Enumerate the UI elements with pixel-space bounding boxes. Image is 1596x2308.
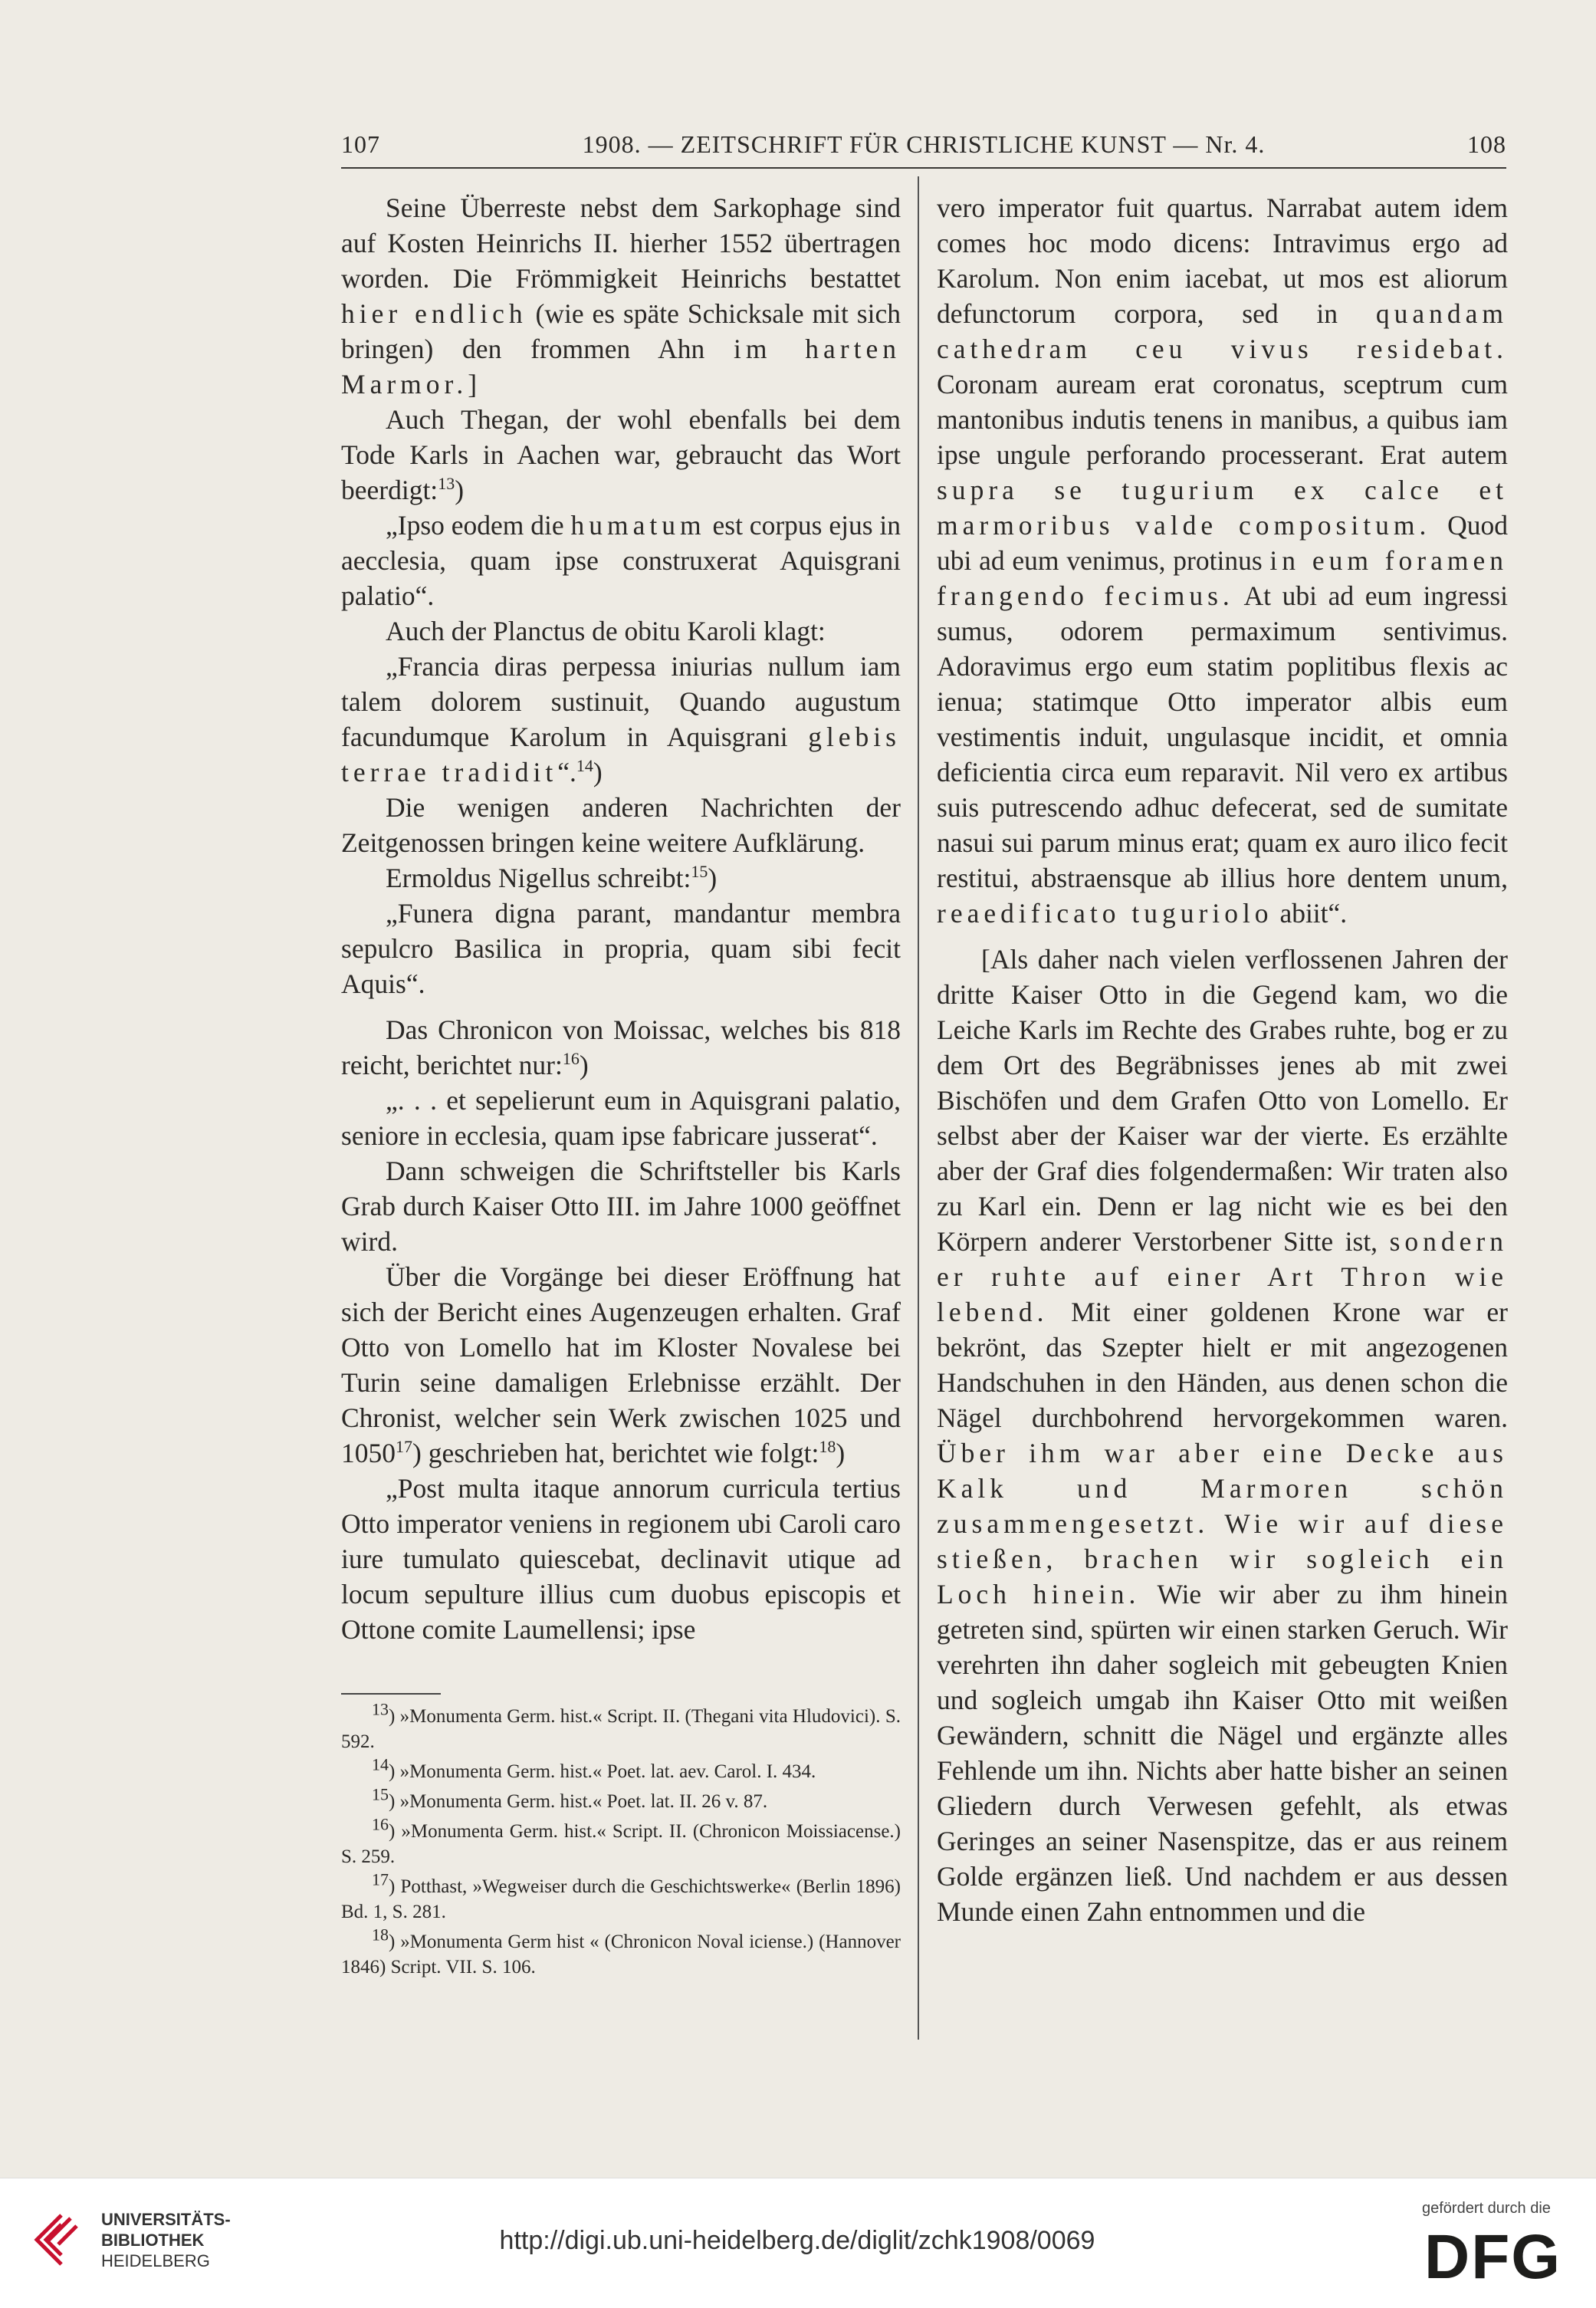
header-rule: [341, 167, 1506, 169]
quotation: „Post multa itaque annorum curricula tertius Otto imperator veniens in regionem ubi Caroli caro iure tumulato quiescebat, declinavit utique ad locum sepulture illius cum duobus episcopis et Ottone comite Laumellensi; ipse: [341, 1473, 901, 1645]
running-header: [341, 130, 1506, 166]
footnote: $^{14}$) »Monumenta Germ. hist.« Poet. lat. aev. Carol. I. 434.: [372, 1754, 816, 1782]
footnote-ref[interactable]: 18: [819, 1437, 836, 1457]
page-number-left: 107: [341, 130, 380, 158]
paragraph: Seine Überreste nebst dem Sarkophage sind auf Kosten Heinrichs II. hierher 1552 übertragen worden. Die Frömmigkeit Heinrichs bestattet hier endlich (wie es späte Schicksale mit sich bringen) den frommen Ahn im harten Marmor.]: [341, 192, 901, 399]
footnotes: [341, 1699, 901, 1984]
footnote: $^{13}$) »Monumenta Germ. hist.« Script. II. (Thegani vita Hludovici). S. 592.: [341, 1699, 901, 1752]
footnote-ref[interactable]: 15: [691, 862, 708, 882]
footnote: $^{17}$) Potthast, »Wegweiser durch die Geschichtswerke« (Berlin 1896) Bd. 1, S. 281.: [341, 1869, 901, 1922]
footnote: $^{18}$) »Monumenta Germ hist « (Chronicon Noval iciense.) (Hannover 1846) Script. VII. S. 106.: [341, 1925, 901, 1978]
paragraph: Über die Vorgänge bei dieser Eröffnung hat sich der Bericht eines Augenzeugen erhalten. Graf Otto von Lomello hat im Kloster Novalese bei Turin seine damaligen Erlebnisse erzählt. Der Chronist, welcher sein Werk zwischen 1025 und 1050$^{17}$) geschrieben hat, berichtet wie folgt:$^{18}$): [341, 1261, 901, 1468]
quotation: „. . . et sepelierunt eum in Aquisgrani palatio, seniore in ecclesia, quam ipse fabricare jusserat“.: [341, 1085, 901, 1151]
footnote-rule: [341, 1693, 441, 1695]
quotation: „Ipso eodem die humatum est corpus ejus in aecclesia, quam ipse construxerat Aquisgrani palatio“.: [341, 510, 901, 611]
quotation: „Francia diras perpessa iniurias nullum iam talem dolorem sustinuit, Quando augustum facundumque Karolum in Aquisgrani glebis terrae tradidit“.$^{14}$): [341, 651, 901, 787]
footnote-ref[interactable]: 17: [396, 1437, 412, 1457]
column-divider: [918, 176, 919, 2040]
dfg-logo[interactable]: DFG: [1424, 2222, 1562, 2292]
funded-by-label: gefördert durch die: [1422, 2200, 1551, 2217]
right-column: [937, 190, 1508, 1929]
paragraph: Die wenigen anderen Nachrichten der Zeitgenossen bringen keine weitere Aufklärung.: [341, 792, 901, 858]
source-url-link[interactable]: http://digi.ub.uni-heidelberg.de/diglit/zchk1908/0069: [499, 2226, 1095, 2255]
viewer-footer: [0, 2178, 1596, 2308]
journal-title: 1908. — ZEITSCHRIFT FÜR CHRISTLICHE KUNST — Nr. 4.: [582, 130, 1266, 158]
footnote: $^{16}$) »Monumenta Germ. hist.« Script. II. (Chronicon Moissiacense.) S. 259.: [341, 1814, 901, 1867]
library-logo-icon[interactable]: [31, 2211, 92, 2272]
paragraph: Auch Thegan, der wohl ebenfalls bei dem Tode Karls in Aachen war, gebraucht das Wort beerdigt:$^{13}$): [341, 404, 901, 505]
paragraph: Dann schweigen die Schriftsteller bis Karls Grab durch Kaiser Otto III. im Jahre 1000 geöffnet wird.: [341, 1156, 901, 1257]
translation-paragraph: [Als daher nach vielen verflossenen Jahren der dritte Kaiser Otto in die Gegend kam, wo die Leiche Karls im Rechte des Grabes ruhte, bog er zu dem Ort des Begräbnisses jenes ab mit zwei Bischöfen und dem Grafen Otto von Lomello. Er selbst aber der Kaiser war der vierte. Es erzählte aber der Graf dies folgendermaßen: Wir traten also zu Karl ein. Denn er lag nicht wie es bei den Körpern anderer Verstorbener Sitte ist, sondern er ruhte auf einer Art Thron wie lebend. Mit einer goldenen Krone war er bekrönt, das Szepter hielt er mit angezogenen Handschuhen in den Händen, aus denen schon die Nägel durchbohrend hervorgekommen waren. Über ihm war aber eine Decke aus Kalk und Marmoren schön zusammengesetzt. Wie wir auf diese stießen, brachen wir sogleich ein Loch hinein. Wie wir aber zu ihm hinein getreten sind, spürten wir einen starken Geruch. Wir verehrten ihn daher sogleich mit gebeugten Knien und sogleich umgab ihn Kaiser Otto mit weißen Gewändern, schnitt die Nägel und ergänzte alles Fehlende um ihn. Nichts aber hatte bisher an seinen Gliedern durch Verwesen gefehlt, als etwas Geringes an seiner Nasenspitze, das er aus reinem Golde ergänzen ließ. Und nachdem er aus dessen Munde einen Zahn entnommen und die: [937, 944, 1508, 1927]
paragraph: Ermoldus Nigellus schreibt:$^{15}$): [386, 862, 718, 893]
footnote-ref[interactable]: 16: [562, 1049, 580, 1069]
footnote-ref[interactable]: 13: [438, 474, 455, 494]
library-name[interactable]: UNIVERSITÄTS- BIBLIOTHEK HEIDELBERG: [101, 2210, 231, 2270]
footnote-ref[interactable]: 14: [576, 756, 593, 776]
footnote: $^{15}$) »Monumenta Germ. hist.« Poet. lat. II. 26 v. 87.: [372, 1784, 768, 1812]
left-column: [341, 190, 901, 1647]
quotation-continued: vero imperator fuit quartus. Narrabat autem idem comes hoc modo dicens: Intravimus ergo ad Karolum. Non enim iacebat, ut mos est aliorum defunctorum corpora, sed in quandam cathedram ceu vivus residebat. Coronam auream erat coronatus, sceptrum cum mantonibus indutis tenens in manibus, a quibus iam ipse ungule perforando processerant. Erat autem supra se tugurium ex calce et marmoribus valde compositum. Quod ubi ad eum venimus, protinus in eum foramen frangendo fecimus. At ubi ad eum ingressi sumus, odorem permaximum sentivimus. Adoravimus ergo eum statim poplitibus flexis ac ienua; statimque Otto imperator albis eum vestimentis induit, ungulasque incidit, et omnia deficientia circa eum reparavit. Nil vero ex artibus suis putrescendo adhuc defecerat, sed de sumitate nasui sui parum minus erat; quam ex auro ilico fecit restitui, abstraensque ab illius hore dentem unum, reaedificato tuguriolo abiit“.: [937, 192, 1508, 929]
quotation: „Funera digna parant, mandantur membra sepulcro Basilica in propria, quam sibi fecit Aquis“.: [341, 898, 901, 999]
page-number-right: 108: [1467, 130, 1506, 158]
paragraph: Das Chronicon von Moissac, welches bis 818 reicht, berichtet nur:$^{16}$): [341, 1014, 901, 1080]
paragraph: Auch der Planctus de obitu Karoli klagt:: [386, 616, 826, 646]
